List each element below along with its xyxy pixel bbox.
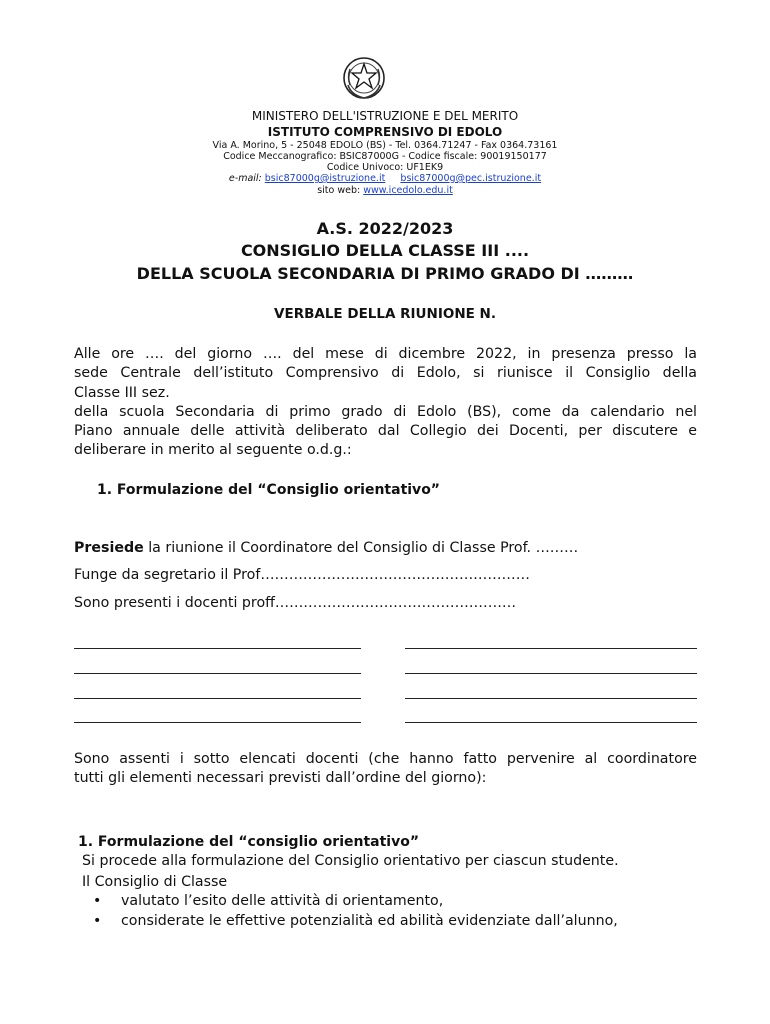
intro-line: Piano annuale delle attività deliberato dal Collegio dei Docenti, per discutere e (74, 423, 697, 440)
presenti-line: Sono presenti i docenti proff…………………………………………… (74, 595, 517, 611)
website-link[interactable]: www.icedolo.edu.it (363, 185, 453, 196)
presiede-label: Presiede (74, 540, 144, 556)
intro-line: Classe III sez. (74, 384, 170, 401)
email-label: e-mail: (228, 173, 262, 184)
assenti-paragraph (74, 750, 697, 789)
assenti-line: tutti gli elementi necessari previsti dall’ordine del giorno): (74, 770, 487, 787)
bullet-icon: • (93, 893, 102, 909)
list-item (93, 893, 443, 909)
class-council-title: CONSIGLIO DELLA CLASSE III .... (240, 241, 530, 260)
website-row (0, 185, 770, 197)
intro-line: Alle ore …. del giorno …. del mese di dicembre 2022, in presenza presso la (74, 346, 697, 362)
school-address: Via A. Morino, 5 - 25048 EDOLO (BS) - Tel. 0364.71247 - Fax 0364.73161 (212, 140, 558, 151)
segretario-line: Funge da segretario il Prof………………………………………………… (74, 567, 530, 583)
ministry-name: MINISTERO DELL'ISTRUZIONE E DEL MERITO (251, 109, 519, 123)
blank-line (405, 673, 697, 674)
minutes-heading: VERBALE DELLA RIUNIONE N. (274, 306, 496, 322)
blank-line (405, 698, 697, 699)
school-year-title: A.S. 2022/2023 (316, 219, 454, 238)
section-1-heading: 1. Formulazione del “consiglio orientativo” (78, 834, 420, 850)
blank-line (74, 673, 361, 674)
blank-line (74, 648, 361, 649)
email-row (0, 173, 770, 185)
blank-line (74, 698, 361, 699)
bullet-icon: • (93, 913, 102, 929)
blank-line (74, 722, 361, 723)
assenti-line: Sono assenti i sotto elencati docenti (che hanno fatto pervenire al coordinatore (74, 751, 697, 767)
school-codes: Codice Meccanografico: BSIC87000G - Codice fiscale: 90019150177 (223, 151, 547, 162)
list-item (93, 913, 618, 929)
school-name: ISTITUTO COMPRENSIVO DI EDOLO (267, 125, 503, 139)
list-item-text: considerate le effettive potenzialità ed abilità evidenziate dall’alunno, (121, 913, 618, 929)
intro-line: sede Centrale dell’istituto Comprensivo di Edolo, si riunisce il Consiglio della (74, 365, 697, 382)
codice-univoco: Codice Univoco: UF1EK9 (326, 162, 444, 173)
blank-line (405, 722, 697, 723)
email-link-istruzione[interactable]: bsic87000g@istruzione.it (264, 173, 386, 184)
presiede-line (74, 540, 578, 556)
intro-paragraph (74, 345, 697, 461)
section-1-text: Si procede alla formulazione del Consiglio orientativo per ciascun studente. (82, 853, 619, 869)
presiede-text: la riunione il Coordinatore del Consiglio di Classe Prof. ……… (143, 540, 579, 556)
email-link-pec[interactable]: bsic87000g@pec.istruzione.it (400, 173, 542, 184)
intro-line: della scuola Secondaria di primo grado di Edolo (BS), come da calendario nel (74, 403, 697, 420)
intro-line: deliberare in merito al seguente o.d.g.: (74, 442, 352, 459)
agenda-item-1: 1. Formulazione del “Consiglio orientativo” (97, 482, 441, 498)
republic-emblem-icon (341, 55, 387, 101)
blank-line (405, 648, 697, 649)
section-1-text: Il Consiglio di Classe (82, 874, 228, 890)
school-grade-title: DELLA SCUOLA SECONDARIA DI PRIMO GRADO DI ……… (136, 264, 634, 283)
website-label: sito web: (317, 185, 361, 196)
list-item-text: valutato l’esito delle attività di orientamento, (121, 893, 444, 909)
